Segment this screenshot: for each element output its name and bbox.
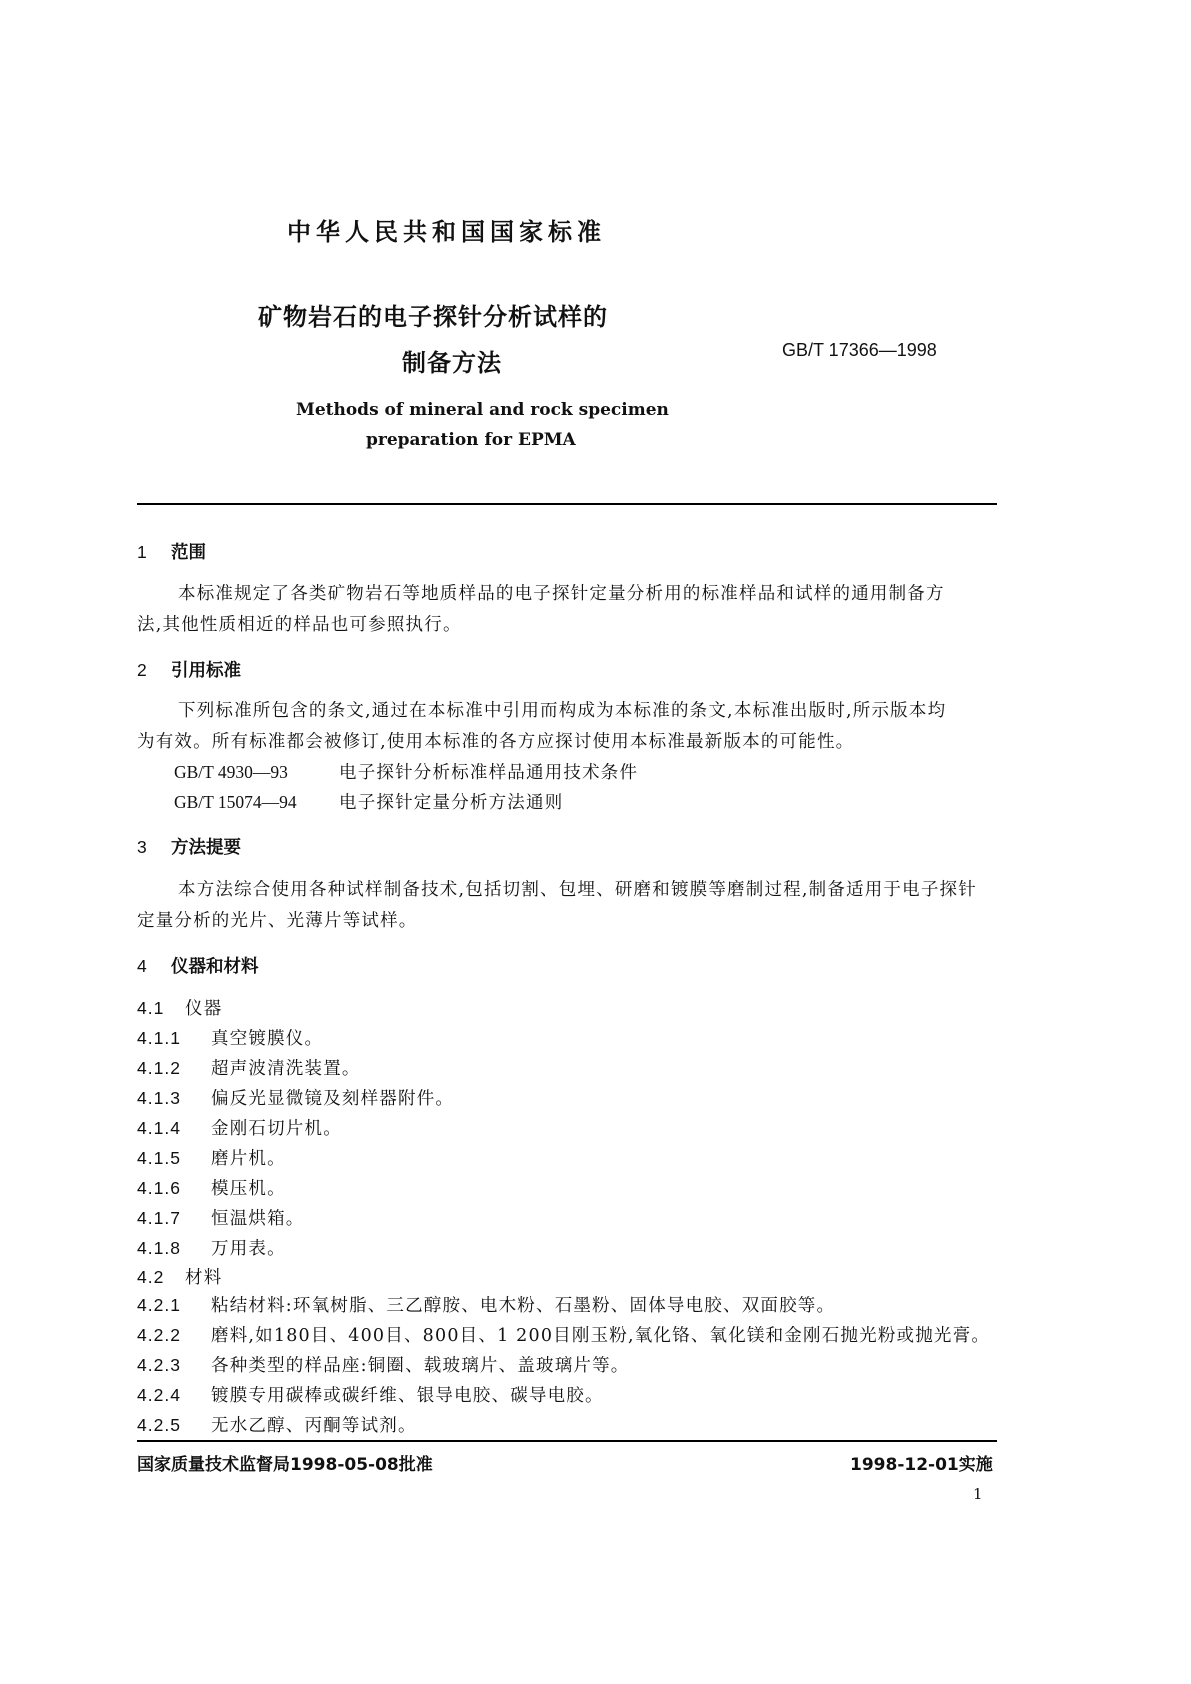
section-title: 引用标准 <box>171 661 241 681</box>
clause-text: 材料 <box>185 1268 223 1288</box>
section-title: 范围 <box>171 543 206 563</box>
clause-number: 4.2.5 <box>137 1415 181 1435</box>
clause-number: 4.1.2 <box>137 1058 181 1078</box>
clause-text: 磨片机。 <box>211 1149 286 1169</box>
implementation-date: 1998-12-01实施 <box>850 1455 993 1475</box>
clause-text: 磨料,如180目、400目、800目、1 200目刚玉粉,氧化铬、氧化镁和金刚石抛光粉或抛光膏。 <box>211 1326 991 1346</box>
section-title: 方法提要 <box>171 838 241 858</box>
national-standard-heading: 中华人民共和国国家标准 <box>287 218 606 246</box>
clause-item <box>137 1322 990 1347</box>
clause-item <box>137 1205 305 1230</box>
clause-text: 各种类型的样品座:铜圈、载玻璃片、盖玻璃片等。 <box>211 1356 630 1376</box>
clause-item <box>137 1115 342 1140</box>
references-paragraph-line2: 为有效。所有标准都会被修订,使用本标准的各方应探讨使用本标准最新版本的可能性。 <box>137 732 855 752</box>
clause-item <box>137 1235 286 1260</box>
clause-item <box>137 1264 222 1289</box>
section-number: 2 <box>137 660 147 680</box>
title-cn-line1: 矿物岩石的电子探针分析试样的 <box>258 303 608 331</box>
section-number: 3 <box>137 837 147 857</box>
clause-text: 万用表。 <box>211 1239 286 1259</box>
clause-item <box>137 1085 454 1110</box>
section-heading-scope <box>137 539 206 564</box>
section-heading-apparatus <box>137 953 259 978</box>
references-paragraph-line1: 下列标准所包含的条文,通过在本标准中引用而构成为本标准的条文,本标准出版时,所示版本均 <box>178 701 947 721</box>
clause-number: 4.2.2 <box>137 1325 181 1345</box>
clause-number: 4.1.4 <box>137 1118 181 1138</box>
reference-title: 电子探针定量分析方法通则 <box>339 793 564 813</box>
clause-number: 4.2.4 <box>137 1385 181 1405</box>
footer-divider <box>137 1440 997 1442</box>
reference-item <box>174 789 563 814</box>
scope-paragraph-line1: 本标准规定了各类矿物岩石等地质样品的电子探针定量分析用的标准样品和试样的通用制备方 <box>178 584 945 604</box>
reference-title: 电子探针分析标准样品通用技术条件 <box>339 763 639 783</box>
clause-item <box>137 1292 835 1317</box>
page-number: 1 <box>973 1485 983 1503</box>
clause-text: 超声波清洗装置。 <box>211 1059 361 1079</box>
clause-item <box>137 1382 604 1407</box>
clause-item <box>137 1025 323 1050</box>
clause-number: 4.1.3 <box>137 1088 181 1108</box>
standard-code: GB/T 17366—1998 <box>782 340 937 360</box>
clause-number: 4.1.7 <box>137 1208 181 1228</box>
clause-text: 仪器 <box>185 999 223 1019</box>
reference-item <box>174 759 638 784</box>
scope-paragraph-line2: 法,其他性质相近的样品也可参照执行。 <box>137 615 462 635</box>
header-divider <box>137 503 997 505</box>
clause-number: 4.2.3 <box>137 1355 181 1375</box>
method-paragraph-line1: 本方法综合使用各种试样制备技术,包括切割、包埋、研磨和镀膜等磨制过程,制备适用于电子探针 <box>178 880 977 900</box>
clause-text: 恒温烘箱。 <box>211 1209 305 1229</box>
reference-code: GB/T 4930—93 <box>174 762 288 782</box>
clause-item <box>137 1055 361 1080</box>
clause-number: 4.1.6 <box>137 1178 181 1198</box>
clause-number: 4.1.8 <box>137 1238 181 1258</box>
approval-line: 国家质量技术监督局1998-05-08批准 <box>137 1455 433 1475</box>
section-heading-method-summary <box>137 834 241 859</box>
section-number: 1 <box>137 542 147 562</box>
section-heading-references <box>137 657 241 682</box>
title-en-line2: preparation for EPMA <box>366 430 576 450</box>
clause-text: 模压机。 <box>211 1179 286 1199</box>
clause-item <box>137 1145 286 1170</box>
method-paragraph-line2: 定量分析的光片、光薄片等试样。 <box>137 911 418 931</box>
title-cn-line2: 制备方法 <box>402 349 502 377</box>
clause-number: 4.1.5 <box>137 1148 181 1168</box>
section-title: 仪器和材料 <box>171 957 259 977</box>
clause-item <box>137 1352 630 1377</box>
clause-text: 镀膜专用碳棒或碳纤维、银导电胶、碳导电胶。 <box>211 1386 604 1406</box>
title-en-line1: Methods of mineral and rock specimen <box>296 400 669 420</box>
clause-item <box>137 995 222 1020</box>
clause-number: 4.1 <box>137 998 165 1018</box>
clause-text: 粘结材料:环氧树脂、三乙醇胺、电木粉、石墨粉、固体导电胶、双面胶等。 <box>211 1296 836 1316</box>
clause-text: 偏反光显微镜及刻样器附件。 <box>211 1089 455 1109</box>
clause-number: 4.2.1 <box>137 1295 181 1315</box>
clause-text: 无水乙醇、丙酮等试剂。 <box>211 1416 417 1436</box>
clause-number: 4.1.1 <box>137 1028 181 1048</box>
clause-item <box>137 1412 417 1437</box>
clause-text: 金刚石切片机。 <box>211 1119 342 1139</box>
clause-item <box>137 1175 286 1200</box>
clause-text: 真空镀膜仪。 <box>211 1029 324 1049</box>
clause-number: 4.2 <box>137 1267 165 1287</box>
section-number: 4 <box>137 956 147 976</box>
reference-code: GB/T 15074—94 <box>174 792 297 812</box>
